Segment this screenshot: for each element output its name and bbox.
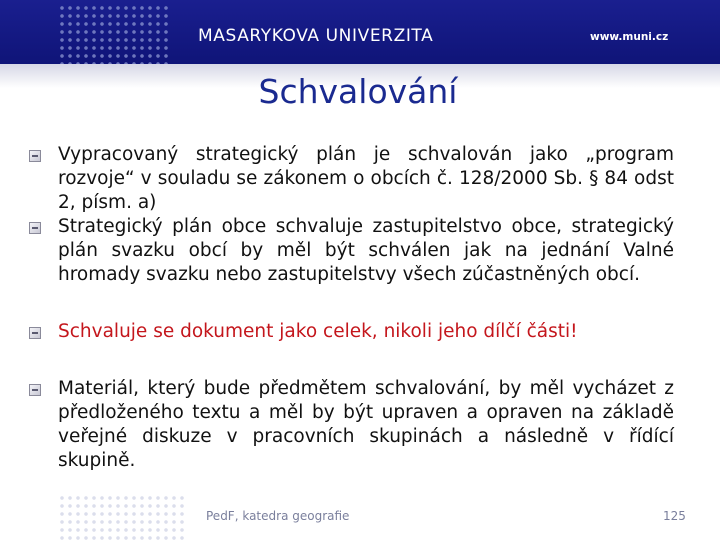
- dot-pattern-decoration: [58, 4, 168, 64]
- dot-pattern-decoration-bottom: [58, 494, 188, 540]
- slide-title: Schvalování: [258, 72, 458, 111]
- bullet-marker-icon: [29, 150, 41, 162]
- bullet-item: [58, 143, 674, 215]
- university-name: MASARYKOVA UNIVERZITA: [198, 26, 434, 46]
- university-url: www.muni.cz: [590, 31, 669, 43]
- bullet-text: Materiál, který bude předmětem schvalování, by měl vycházet z předloženého textu a měl by být upraven a opraven na základě veřejné diskuze v pracovních skupinách a následně v řídící skupině.: [58, 378, 674, 471]
- bullet-marker-icon: [29, 222, 41, 234]
- footer-text: PedF, katedra geografie: [206, 509, 350, 523]
- bullet-list: [58, 143, 674, 473]
- bullet-marker-icon: [29, 384, 41, 396]
- bullet-text: Schvaluje se dokument jako celek, nikoli jeho dílčí části!: [58, 321, 578, 342]
- bullet-item-emphasis: [58, 320, 674, 344]
- bullet-item: [58, 215, 674, 287]
- bullet-text: Strategický plán obce schvaluje zastupitelstvo obce, strategický plán svazku obcí by měl být schválen jak na jednání Valné hromady svazku nebo zastupitelstvy všech zúčastněných obcí.: [58, 216, 674, 285]
- bullet-marker-icon: [29, 327, 41, 339]
- bullet-text: Vypracovaný strategický plán je schvalován jako „program rozvoje“ v souladu se zákonem o obcích č. 128/2000 Sb. § 84 odst 2, písm. a): [58, 144, 674, 213]
- bullet-item: [58, 377, 674, 473]
- header-bar: [0, 0, 720, 64]
- page-number: 125: [663, 509, 686, 523]
